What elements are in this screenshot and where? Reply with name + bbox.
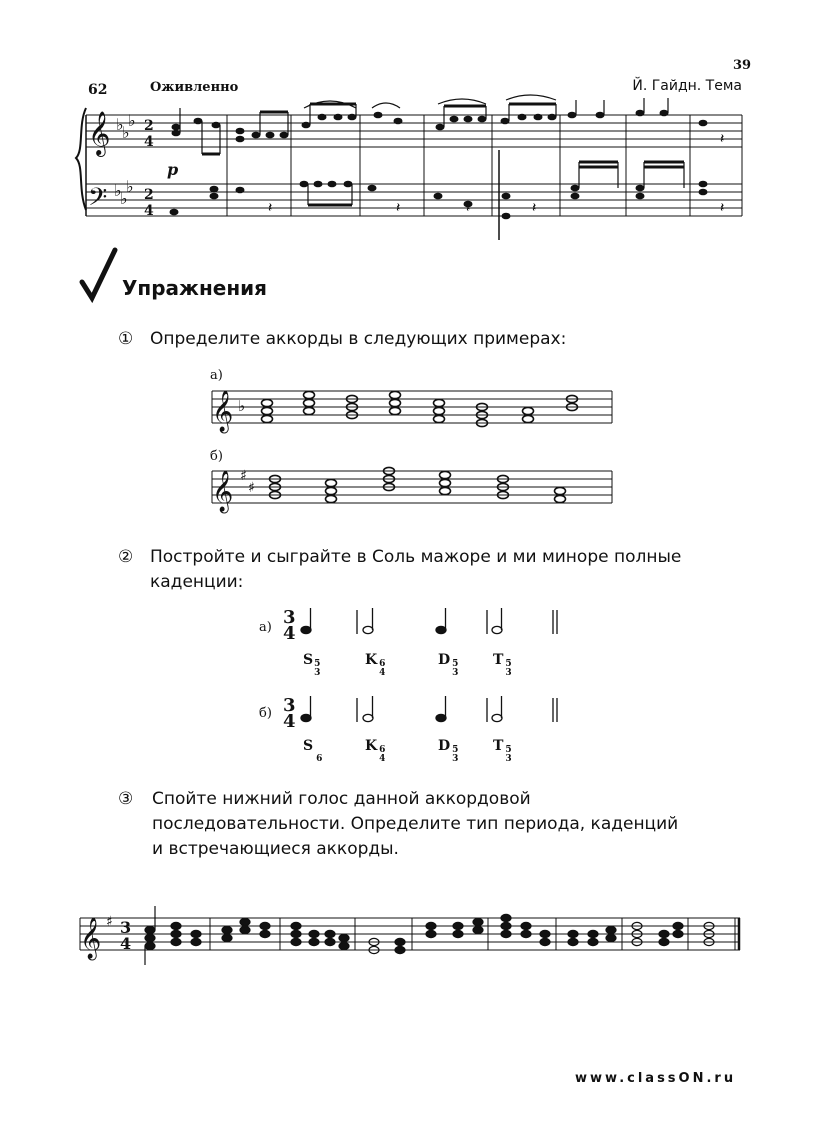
example-label: б) <box>259 706 272 721</box>
svg-text:𝄽: 𝄽 <box>720 131 725 147</box>
chord-symbol: T 5 3 <box>493 738 512 764</box>
bass-clef-icon: 𝄢 <box>88 183 108 218</box>
svg-text:4: 4 <box>144 134 154 150</box>
sharp-icon: ♯ <box>106 914 113 930</box>
treble-staff <box>86 115 742 147</box>
piece-number: 62 <box>88 82 108 98</box>
treble-clef-icon: 𝄞 <box>88 111 111 155</box>
chord-symbol: D 5 3 <box>438 652 459 678</box>
treble-clef-icon: 𝄞 <box>80 918 102 959</box>
chord-symbol: T 5 3 <box>493 652 512 678</box>
example-label: б) <box>210 449 223 464</box>
flat-icon: ♭ <box>238 397 246 415</box>
task-number: ① <box>118 329 134 349</box>
task-number: ② <box>118 547 134 567</box>
svg-text:♭: ♭ <box>120 189 128 208</box>
treble-clef-icon: 𝄞 <box>212 391 234 432</box>
svg-text:3: 3 <box>120 918 132 937</box>
svg-text:𝄽: 𝄽 <box>268 200 273 216</box>
task-number: ③ <box>118 789 134 809</box>
svg-text:♭: ♭ <box>128 111 136 130</box>
dynamic-marking: p <box>167 160 179 179</box>
svg-text:♭: ♭ <box>122 123 130 142</box>
tempo-marking: Оживленно <box>150 80 239 95</box>
brace-icon <box>76 108 86 210</box>
svg-text:4: 4 <box>283 711 296 732</box>
treble-clef-icon: 𝄞 <box>212 471 234 512</box>
svg-text:4: 4 <box>144 203 154 219</box>
cadence-rhythm-b <box>301 696 557 722</box>
page-number: 39 <box>733 58 752 73</box>
task-text: Спойте нижний голос данной аккордовой последовательности. Определите тип периода, каденций и встречающиеся аккорды. <box>152 789 679 859</box>
flat-icon: ♭ <box>116 115 124 134</box>
checkmark-icon <box>82 250 115 298</box>
svg-text:2: 2 <box>144 118 154 134</box>
task3-chords <box>145 906 714 965</box>
svg-text:♭: ♭ <box>126 177 134 196</box>
footer-website: www.classON.ru <box>575 1071 737 1086</box>
svg-text:2: 2 <box>144 187 154 203</box>
cadence-rhythm-a <box>301 608 557 634</box>
task-text: Постройте и сыграйте в Соль мажоре и ми миноре полные каденции: <box>150 547 682 592</box>
svg-text:𝄽: 𝄽 <box>720 200 725 216</box>
task-text: Определите аккорды в следующих примерах: <box>150 329 567 349</box>
composer-title: Й. Гайдн. Тема <box>632 78 742 94</box>
svg-text:♭: ♭ <box>114 181 122 200</box>
svg-text:♯: ♯ <box>248 480 255 496</box>
section-title: Упражнения <box>122 276 268 300</box>
svg-text:3: 3 <box>283 695 296 716</box>
svg-text:𝄽: 𝄽 <box>532 200 537 216</box>
svg-text:4: 4 <box>283 623 296 644</box>
chord-symbol: S 6 <box>303 738 323 764</box>
chord-symbol: S 5 3 <box>303 652 321 678</box>
svg-text:3: 3 <box>283 607 296 628</box>
chord-symbol: D 5 3 <box>438 738 459 764</box>
svg-text:𝄽: 𝄽 <box>466 200 471 216</box>
example-label: а) <box>210 368 223 383</box>
chord-symbol: K 6 4 <box>365 652 386 678</box>
sharp-icon: ♯ <box>240 468 247 484</box>
svg-text:4: 4 <box>120 934 132 953</box>
svg-text:𝄽: 𝄽 <box>396 200 401 216</box>
example-label: а) <box>259 620 272 635</box>
chord-symbol: K 6 4 <box>365 738 386 764</box>
